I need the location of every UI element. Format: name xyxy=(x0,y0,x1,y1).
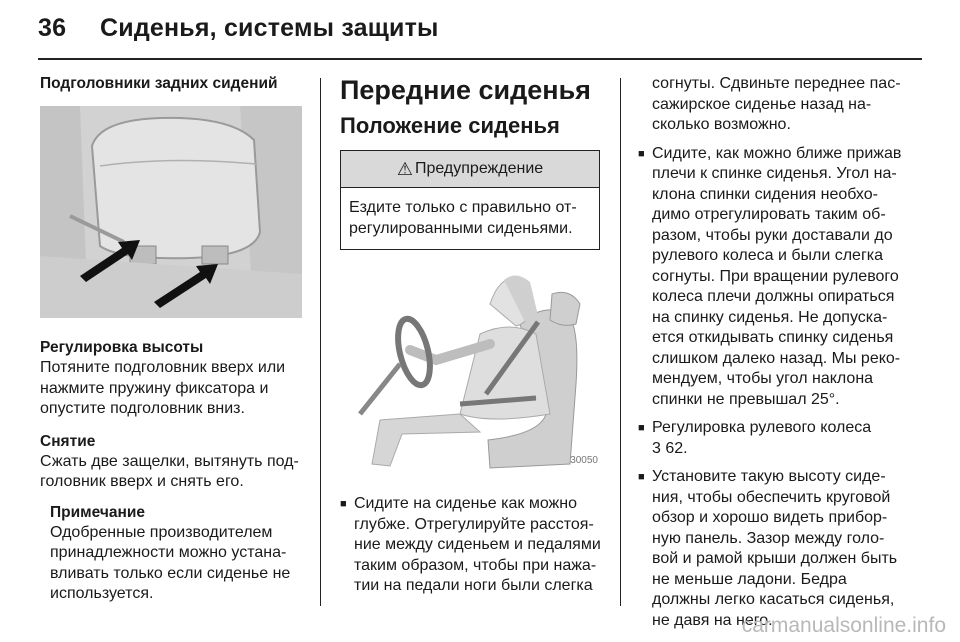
bullet-item xyxy=(638,144,902,411)
page-header xyxy=(38,14,439,43)
bullet-text: Установите такую высоту сиде-ния, чтобы обеспечить круговой обзор и хорошо видеть прибор-ную панель. Зазор между голо-вой и рамой крыши должен быть не меньше ладони. Бедра должны легко касаться сиденья, не давя на него. xyxy=(652,468,898,629)
headrest-illustration xyxy=(40,106,302,318)
warning-header xyxy=(341,151,599,188)
main-title: Передние сиденья xyxy=(340,75,591,105)
column-2 xyxy=(340,74,602,597)
warning-text: Ездите только с правильно от-регулированными сиденьями. xyxy=(349,199,577,237)
height-heading: Регулировка высоты xyxy=(40,339,204,356)
bullet-item xyxy=(638,418,902,459)
page-title: Сиденья, системы защиты xyxy=(100,14,439,42)
height-text: Потяните подголовник вверх или нажмите пружину фиксатора и опустите подголовник вниз. xyxy=(40,359,286,417)
note-text: Одобренные производителем принадлежности можно устана-вливать только если сиденье не используется. xyxy=(50,523,291,602)
seat-illustration xyxy=(340,264,602,472)
bullet-icon: ■ xyxy=(340,498,347,510)
page-reference-link[interactable]: 3 62. xyxy=(652,439,688,457)
bullet-icon: ■ xyxy=(638,422,645,434)
bullet-icon: ■ xyxy=(638,147,645,160)
bullet-icon: ■ xyxy=(638,471,645,483)
sub-title: Положение сиденья xyxy=(340,113,560,138)
removal-heading: Снятие xyxy=(40,432,96,450)
bullet-item xyxy=(340,494,602,597)
watermark: carmanualsonline.info xyxy=(741,614,946,637)
bullet-text: Регулировка рулевого колеса xyxy=(652,419,872,436)
header-rule xyxy=(38,58,922,60)
bullet-text: Сидите, как можно ближе прижав плечи к спинке сиденья. Угол на-клона спинки сидения необхо-димо отрегулировать таким об-разом, чтобы руки доставали до рулевого колеса и были слегка согнуты. При вращении рулевого колеса плечи должны опираться на спинку сиденья. Не допуска-ется откидывать спинку сиденья слишком далеко назад. Мы реко-мендуем, чтобы угол наклона спинки не превышал 25°. xyxy=(652,144,902,408)
column-3 xyxy=(638,74,902,631)
continuation-text: согнуты. Сдвиньте переднее пас-сажирское сиденье назад на-сколько возможно. xyxy=(652,75,901,133)
warning-icon: ⚠ xyxy=(396,158,413,179)
column-divider-2 xyxy=(620,78,621,606)
page-number: 36 xyxy=(38,14,67,42)
note-heading: Примечание xyxy=(50,503,145,521)
bullet-text: Сидите на сиденье как можно глубже. Отрегулируйте расстоя-ние между сиденьем и педалями таким образом, чтобы при нажа-тии на педали ноги были слегка xyxy=(354,495,601,594)
removal-text: Сжать две защелки, вытянуть под-головник вверх и снять его. xyxy=(40,452,299,490)
image-code: 30050 xyxy=(570,455,598,466)
warning-title: Предупреждение xyxy=(414,160,544,177)
bullet-continuation xyxy=(638,74,902,136)
column-divider-1 xyxy=(320,78,321,606)
section-title: Подголовники задних сидений xyxy=(40,75,278,92)
warning-box xyxy=(340,150,600,250)
column-1 xyxy=(40,74,308,605)
bullet-item xyxy=(638,467,902,631)
